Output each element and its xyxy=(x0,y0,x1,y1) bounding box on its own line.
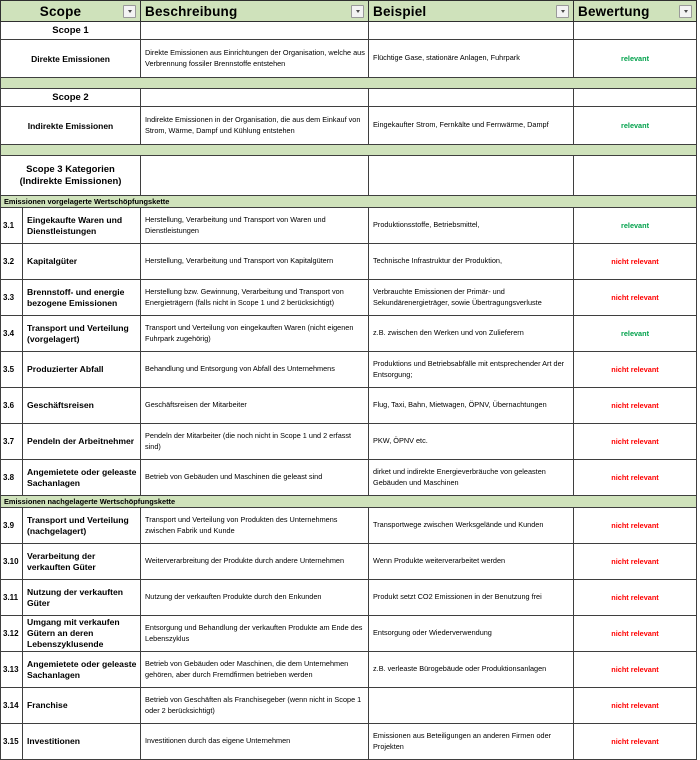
row-number-cell xyxy=(1,316,23,352)
scope1-beschreibung-cell xyxy=(141,40,369,78)
table-row xyxy=(1,388,697,424)
row-beispiel-cell xyxy=(369,388,574,424)
row-bewertung-badge: relevant xyxy=(621,328,650,338)
scope1-title-cell xyxy=(1,22,141,40)
row-beschreibung-text: Weiterverarbreitung der Produkte durch andere Unternehmen xyxy=(145,556,345,566)
scope1-title-label: Scope 1 xyxy=(52,24,89,36)
scope2-title-label: Scope 2 xyxy=(52,91,89,103)
row-scope-name-cell xyxy=(23,544,141,580)
row-scope-name-label: Franchise xyxy=(27,700,68,710)
row-number-cell xyxy=(1,352,23,388)
table-header-row xyxy=(1,1,697,22)
row-bewertung-badge: nicht relevant xyxy=(611,256,659,266)
downstream-section-band xyxy=(1,496,697,508)
row-scope-name-cell xyxy=(23,724,141,760)
row-bewertung-cell xyxy=(574,244,697,280)
scope2-beschreibung-cell xyxy=(141,107,369,145)
table-row xyxy=(1,352,697,388)
row-scope-name-cell xyxy=(23,580,141,616)
upstream-section-label: Emissionen vorgelagerte Wertschöpfungskette xyxy=(4,197,170,206)
row-beschreibung-cell xyxy=(141,616,369,652)
row-bewertung-badge: nicht relevant xyxy=(611,472,659,482)
column-header-beschreibung[interactable] xyxy=(141,1,369,22)
row-bewertung-badge: nicht relevant xyxy=(611,736,659,746)
row-beschreibung-text: Betrieb von Gebäuden und Maschinen die geleast sind xyxy=(145,472,323,482)
row-bewertung-cell xyxy=(574,208,697,244)
scope1-title-row xyxy=(1,22,697,40)
scope2-title-ex-cell xyxy=(369,89,574,107)
row-number-label: 3.13 xyxy=(3,665,19,674)
row-beschreibung-text: Behandlung und Entsorgung von Abfall des Unternehmens xyxy=(145,364,335,374)
spacer-band-cell-2 xyxy=(1,145,697,156)
row-number-label: 3.11 xyxy=(3,593,19,602)
row-bewertung-badge: nicht relevant xyxy=(611,556,659,566)
scope3-title-val-cell xyxy=(574,156,697,196)
scope1-data-row xyxy=(1,40,697,78)
table-row xyxy=(1,508,697,544)
row-beschreibung-cell xyxy=(141,424,369,460)
scope2-bewertung-cell xyxy=(574,107,697,145)
row-beschreibung-cell xyxy=(141,316,369,352)
filter-dropdown-icon-scope[interactable] xyxy=(123,5,136,18)
table-row xyxy=(1,316,697,352)
row-scope-name-label: Eingekaufte Waren und Dienstleistungen xyxy=(27,214,123,236)
table-row xyxy=(1,724,697,760)
row-bewertung-cell xyxy=(574,388,697,424)
row-beschreibung-text: Betrieb von Gebäuden oder Maschinen, die dem Unternehmen gehören, aber durch Fremdfirmen betrieben werden xyxy=(145,659,349,679)
row-scope-name-label: Investitionen xyxy=(27,736,81,746)
row-beschreibung-cell xyxy=(141,352,369,388)
scope3-title-ex-cell xyxy=(369,156,574,196)
row-number-label: 3.10 xyxy=(3,557,19,566)
row-bewertung-cell xyxy=(574,652,697,688)
row-scope-name-label: Pendeln der Arbeitnehmer xyxy=(27,436,135,446)
row-number-label: 3.5 xyxy=(3,365,15,374)
row-bewertung-badge: nicht relevant xyxy=(611,592,659,602)
scope2-bewertung-badge: relevant xyxy=(621,120,650,130)
scope2-name-cell xyxy=(1,107,141,145)
row-number-label: 3.4 xyxy=(3,329,15,338)
row-beispiel-text: Flug, Taxi, Bahn, Mietwagen, ÖPNV, Übernachtungen xyxy=(373,400,547,410)
row-beispiel-text: Produkt setzt CO2 Emissionen in der Benutzung frei xyxy=(373,592,542,602)
row-number-label: 3.15 xyxy=(3,737,19,746)
scope1-beispiel-cell xyxy=(369,40,574,78)
row-beschreibung-text: Entsorgung und Behandlung der verkauften Produkte am Ende des Lebenszyklus xyxy=(145,623,363,643)
row-bewertung-badge: nicht relevant xyxy=(611,292,659,302)
row-number-cell xyxy=(1,388,23,424)
row-bewertung-cell xyxy=(574,424,697,460)
scope3-title-desc-cell xyxy=(141,156,369,196)
row-scope-name-cell xyxy=(23,352,141,388)
filter-dropdown-icon-beschreibung[interactable] xyxy=(351,5,364,18)
row-beschreibung-text: Herstellung bzw. Gewinnung, Verarbeitung und Transport von Energieträgern (falls nicht in Scope 1 und 2 berücksichtigt) xyxy=(145,287,344,307)
table-row xyxy=(1,616,697,652)
scope1-name-cell xyxy=(1,40,141,78)
row-bewertung-badge: nicht relevant xyxy=(611,364,659,374)
row-beschreibung-cell xyxy=(141,652,369,688)
row-bewertung-cell xyxy=(574,316,697,352)
scope2-title-row xyxy=(1,89,697,107)
row-number-cell xyxy=(1,652,23,688)
row-number-cell xyxy=(1,580,23,616)
row-beispiel-text: z.B. verleaste Bürogebäude oder Produktionsanlagen xyxy=(373,664,547,674)
row-scope-name-cell xyxy=(23,424,141,460)
row-bewertung-cell xyxy=(574,508,697,544)
row-scope-name-label: Kapitalgüter xyxy=(27,256,78,266)
row-number-cell xyxy=(1,208,23,244)
table-row xyxy=(1,424,697,460)
upstream-section-band xyxy=(1,196,697,208)
scope2-beispiel-cell xyxy=(369,107,574,145)
row-scope-name-cell xyxy=(23,688,141,724)
row-number-cell xyxy=(1,724,23,760)
scope1-title-val-cell xyxy=(574,22,697,40)
row-beschreibung-cell xyxy=(141,580,369,616)
row-beispiel-cell xyxy=(369,208,574,244)
row-beschreibung-text: Herstellung, Verarbeitung und Transport von Waren und Dienstleistungen xyxy=(145,215,326,235)
row-beschreibung-cell xyxy=(141,460,369,496)
row-beschreibung-text: Geschäftsreisen der Mitarbeiter xyxy=(145,400,247,410)
table-row xyxy=(1,280,697,316)
row-beschreibung-cell xyxy=(141,508,369,544)
filter-dropdown-icon-bewertung[interactable] xyxy=(679,5,692,18)
row-beschreibung-text: Pendeln der Mitarbeiter (die noch nicht in Scope 1 und 2 erfasst sind) xyxy=(145,431,352,451)
row-number-label: 3.7 xyxy=(3,437,15,446)
row-scope-name-label: Brennstoff- und energie bezogene Emissionen xyxy=(27,286,125,308)
row-beispiel-cell xyxy=(369,688,574,724)
table-body xyxy=(1,1,697,760)
row-number-cell xyxy=(1,424,23,460)
row-bewertung-badge: nicht relevant xyxy=(611,520,659,530)
row-number-cell xyxy=(1,460,23,496)
table-row xyxy=(1,688,697,724)
row-beispiel-cell xyxy=(369,424,574,460)
scope1-title-desc-cell xyxy=(141,22,369,40)
column-header-beispiel[interactable] xyxy=(369,1,574,22)
row-bewertung-cell xyxy=(574,724,697,760)
row-scope-name-cell xyxy=(23,280,141,316)
column-header-bewertung[interactable] xyxy=(574,1,697,22)
spacer-band-cell-1 xyxy=(1,78,697,89)
table-row xyxy=(1,208,697,244)
row-bewertung-badge: nicht relevant xyxy=(611,628,659,638)
scope2-name-label: Indirekte Emissionen xyxy=(27,120,114,131)
row-beschreibung-text: Betrieb von Geschäften als Franchisegeber (wenn nicht in Scope 1 oder 2 berücksichtigt) xyxy=(145,695,362,715)
table-row xyxy=(1,544,697,580)
scope2-title-desc-cell xyxy=(141,89,369,107)
scope1-beispiel-text: Flüchtige Gase, stationäre Anlagen, Fuhrpark xyxy=(373,53,520,63)
row-number-cell xyxy=(1,508,23,544)
row-scope-name-cell xyxy=(23,616,141,652)
row-beispiel-cell xyxy=(369,460,574,496)
row-beschreibung-cell xyxy=(141,388,369,424)
row-bewertung-badge: nicht relevant xyxy=(611,436,659,446)
row-scope-name-label: Angemietete oder geleaste Sachanlagen xyxy=(27,466,137,488)
row-number-cell xyxy=(1,688,23,724)
row-beispiel-cell xyxy=(369,616,574,652)
spacer-band-after-scope1 xyxy=(1,78,697,89)
row-beispiel-text: z.B. zwischen den Werken und von Zulieferern xyxy=(373,328,524,338)
row-beispiel-cell xyxy=(369,280,574,316)
row-beispiel-cell xyxy=(369,352,574,388)
row-bewertung-badge: nicht relevant xyxy=(611,700,659,710)
row-beschreibung-cell xyxy=(141,688,369,724)
scope2-title-cell xyxy=(1,89,141,107)
row-beschreibung-cell xyxy=(141,280,369,316)
row-bewertung-badge: nicht relevant xyxy=(611,400,659,410)
scope1-bewertung-badge: relevant xyxy=(621,53,650,63)
row-number-label: 3.8 xyxy=(3,473,15,482)
row-scope-name-cell xyxy=(23,316,141,352)
row-scope-name-label: Transport und Verteilung (vorgelagert) xyxy=(27,322,129,344)
row-number-label: 3.14 xyxy=(3,701,19,710)
row-scope-name-cell xyxy=(23,460,141,496)
column-header-scope[interactable] xyxy=(1,1,141,22)
row-number-label: 3.6 xyxy=(3,401,15,410)
row-bewertung-cell xyxy=(574,280,697,316)
row-scope-name-label: Verarbeitung der verkauften Güter xyxy=(27,550,96,572)
row-scope-name-label: Produzierter Abfall xyxy=(27,364,104,374)
scope3-title-row xyxy=(1,156,697,196)
row-number-cell xyxy=(1,244,23,280)
row-scope-name-cell xyxy=(23,208,141,244)
row-beispiel-cell xyxy=(369,244,574,280)
column-header-beschreibung-label: Beschreibung xyxy=(145,3,238,19)
row-beispiel-cell xyxy=(369,508,574,544)
row-beschreibung-text: Investitionen durch das eigene Unternehmen xyxy=(145,736,291,746)
row-beispiel-text: Entsorgung oder Wiederverwendung xyxy=(373,628,492,638)
row-beispiel-text: PKW, ÖPNV etc. xyxy=(373,436,428,446)
row-beispiel-text: dirket und indirekte Energieverbräuche von geleasten Gebäuden und Maschinen xyxy=(373,467,546,487)
row-scope-name-label: Transport und Verteilung (nachgelagert) xyxy=(27,514,129,536)
row-beispiel-cell xyxy=(369,544,574,580)
row-number-label: 3.12 xyxy=(3,629,19,638)
row-bewertung-cell xyxy=(574,580,697,616)
row-scope-name-cell xyxy=(23,652,141,688)
row-beispiel-text: Technische Infrastruktur der Produktion, xyxy=(373,256,502,266)
scope3-title-cell xyxy=(1,156,141,196)
scope1-name-label: Direkte Emissionen xyxy=(31,53,110,64)
downstream-section-band-cell xyxy=(1,496,697,508)
row-beschreibung-cell xyxy=(141,244,369,280)
row-number-label: 3.1 xyxy=(3,221,15,230)
row-number-cell xyxy=(1,280,23,316)
row-beispiel-text: Emissionen aus Beteiligungen an anderen Firmen oder Projekten xyxy=(373,731,552,751)
row-beschreibung-text: Transport und Verteilung von Produkten des Unternehmens zwischen Fabrik und Kunde xyxy=(145,515,338,535)
table-row xyxy=(1,244,697,280)
scope2-beispiel-text: Eingekaufter Strom, Fernkälte und Fernwärme, Dampf xyxy=(373,120,549,130)
row-bewertung-badge: relevant xyxy=(621,220,650,230)
upstream-section-band-cell xyxy=(1,196,697,208)
row-number-label: 3.2 xyxy=(3,257,15,266)
row-number-cell xyxy=(1,616,23,652)
row-beispiel-text: Produktions und Betriebsabfälle mit entsprechender Art der Entsorgung; xyxy=(373,359,565,379)
spacer-band-after-scope2 xyxy=(1,145,697,156)
row-scope-name-cell xyxy=(23,244,141,280)
scope1-title-ex-cell xyxy=(369,22,574,40)
scope1-bewertung-cell xyxy=(574,40,697,78)
column-header-scope-label: Scope xyxy=(39,3,82,19)
row-beispiel-text: Transportwege zwischen Werksgelände und Kunden xyxy=(373,520,544,530)
row-beispiel-cell xyxy=(369,724,574,760)
scope3-title-line2: (Indirekte Emissionen) xyxy=(19,175,122,187)
table-row xyxy=(1,460,697,496)
row-beschreibung-cell xyxy=(141,724,369,760)
row-number-label: 3.9 xyxy=(3,521,15,530)
filter-dropdown-icon-beispiel[interactable] xyxy=(556,5,569,18)
row-beschreibung-cell xyxy=(141,544,369,580)
row-beschreibung-text: Transport und Verteilung von eingekauften Waren (nicht eigenen Fuhrpark zugehörig) xyxy=(145,323,354,343)
scope2-data-row xyxy=(1,107,697,145)
row-scope-name-label: Geschäftsreisen xyxy=(27,400,94,410)
row-beispiel-text: Verbrauchte Emissionen der Primär- und Sekundärenergieträger, sowie Übertragungsverluste xyxy=(373,287,542,307)
row-bewertung-cell xyxy=(574,352,697,388)
row-beispiel-text: Wenn Produkte weiterverarbeitet werden xyxy=(373,556,506,566)
scope2-title-val-cell xyxy=(574,89,697,107)
row-beispiel-cell xyxy=(369,580,574,616)
row-bewertung-cell xyxy=(574,616,697,652)
row-bewertung-cell xyxy=(574,544,697,580)
column-header-bewertung-label: Bewertung xyxy=(578,3,650,19)
row-scope-name-label: Angemietete oder geleaste Sachanlagen xyxy=(27,658,137,680)
row-scope-name-label: Umgang mit verkaufen Gütern an deren Lebenszyklusende xyxy=(27,617,120,649)
scope2-beschreibung-text: Indirekte Emissionen in der Organisation, die aus dem Einkauf von Strom, Wärme, Dampf und Kühlung entstehen xyxy=(145,115,361,135)
row-bewertung-badge: nicht relevant xyxy=(611,664,659,674)
row-bewertung-cell xyxy=(574,460,697,496)
table-row xyxy=(1,652,697,688)
scope3-title-line1: Scope 3 Kategorien xyxy=(26,163,115,175)
row-bewertung-cell xyxy=(574,688,697,724)
row-scope-name-cell xyxy=(23,508,141,544)
row-beschreibung-text: Nutzung der verkauften Produkte durch den Enkunden xyxy=(145,592,322,602)
row-beispiel-cell xyxy=(369,652,574,688)
scope1-beschreibung-text: Direkte Emissionen aus Einrichtungen der Organisation, welche aus Verbrennung fossiler Brennstoffe entstehen xyxy=(145,48,365,68)
row-scope-name-label: Nutzung der verkauften Güter xyxy=(27,586,123,608)
downstream-section-label: Emissionen nachgelagerte Wertschöpfungskette xyxy=(4,497,176,506)
row-beispiel-cell xyxy=(369,316,574,352)
row-number-label: 3.3 xyxy=(3,293,15,302)
row-scope-name-cell xyxy=(23,388,141,424)
row-number-cell xyxy=(1,544,23,580)
row-beschreibung-cell xyxy=(141,208,369,244)
row-beschreibung-text: Herstellung, Verarbeitung und Transport von Kapitalgütern xyxy=(145,256,334,266)
row-beispiel-text: Produktionsstoffe, Betriebsmittel, xyxy=(373,220,480,230)
column-header-beispiel-label: Beispiel xyxy=(373,3,427,19)
table-row xyxy=(1,580,697,616)
